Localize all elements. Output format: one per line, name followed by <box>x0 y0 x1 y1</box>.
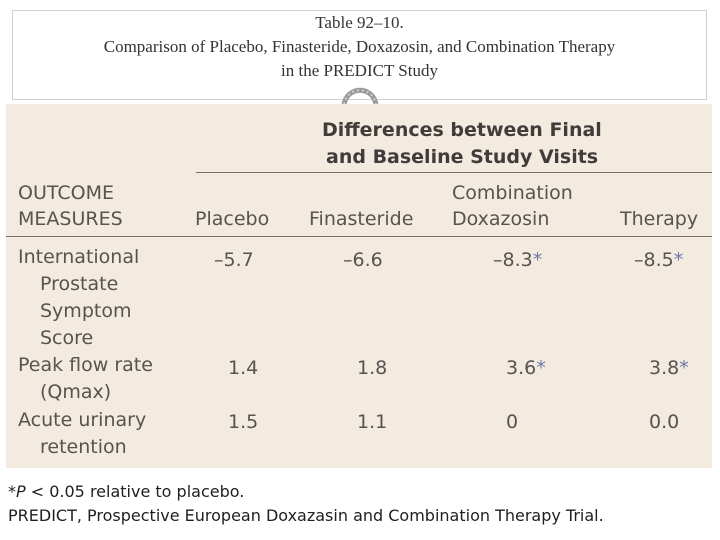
row3-label-line2: retention <box>40 436 127 458</box>
row2-label-line1: Peak flow rate <box>18 354 153 376</box>
header-rule <box>6 236 712 237</box>
row2-therapy: 3.8* <box>649 357 689 379</box>
span-header-line1: Differences between Final <box>322 119 602 141</box>
col-header-therapy: Therapy <box>620 208 699 230</box>
row3-placebo: 1.5 <box>228 411 259 433</box>
row2-placebo: 1.4 <box>228 357 259 379</box>
combination-label: Combination <box>452 182 573 204</box>
title-line-2: Comparison of Placebo, Finasteride, Doxazosin, and Combination Therapy <box>103 37 616 56</box>
table-number: Table 92–10. <box>315 13 404 32</box>
span-header-line2: and Baseline Study Visits <box>326 146 599 168</box>
row3-therapy: 0.0 <box>649 411 680 433</box>
row3-doxazosin: 0 <box>506 411 519 433</box>
row1-label-line2: Prostate <box>40 273 119 295</box>
row2-label-line2: (Qmax) <box>40 381 112 403</box>
outcome-header-line2: MEASURES <box>18 208 123 230</box>
row2-finasteride: 1.8 <box>357 357 388 379</box>
row1-finasteride: –6.6 <box>343 249 383 271</box>
col-header-finasteride: Finasteride <box>309 208 414 230</box>
row1-label-line1: International <box>18 246 140 268</box>
outcomes-table <box>6 104 712 468</box>
title-line-3: in the PREDICT Study <box>281 61 438 80</box>
row3-label-line1: Acute urinary <box>18 409 147 431</box>
col-header-doxazosin: Doxazosin <box>452 208 550 230</box>
col-header-placebo: Placebo <box>195 208 270 230</box>
row3-finasteride: 1.1 <box>357 411 388 433</box>
row1-doxazosin: –8.3* <box>493 249 543 271</box>
significance-footnote: *P < 0.05 relative to placebo. <box>8 482 245 501</box>
outcome-header-line1: OUTCOME <box>18 182 114 204</box>
row1-label-line3: Symptom <box>40 300 132 322</box>
row1-label-line4: Score <box>40 327 94 349</box>
span-header-rule <box>196 172 712 173</box>
abbreviation-footnote: PREDICT, Prospective European Doxazasin and Combination Therapy Trial. <box>8 506 604 525</box>
row1-placebo: –5.7 <box>214 249 254 271</box>
row2-doxazosin: 3.6* <box>506 357 546 379</box>
row1-therapy: –8.5* <box>634 249 684 271</box>
